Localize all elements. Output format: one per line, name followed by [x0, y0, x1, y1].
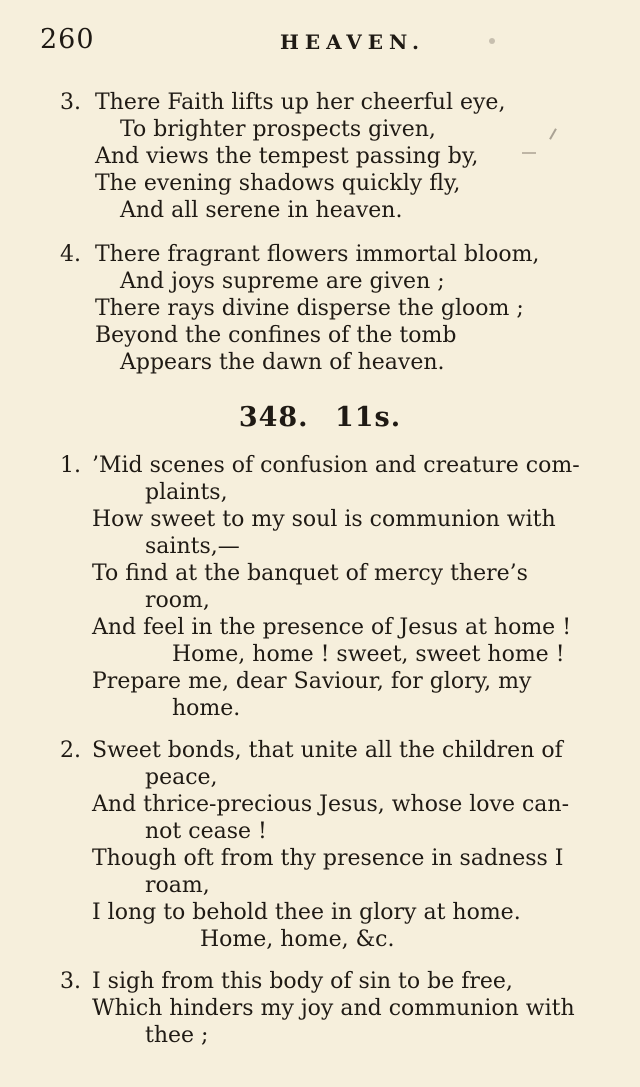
verse-line: thee ; — [145, 1023, 209, 1048]
hymn-meter: 11s. — [334, 402, 402, 433]
verse-line: Prepare me, dear Saviour, for glory, my — [92, 669, 532, 694]
verse-number: 1. — [60, 453, 81, 478]
chorus-line: Home, home, &c. — [200, 927, 395, 952]
ink-speck — [549, 128, 557, 139]
verse-line: Beyond the confines of the tomb — [95, 323, 457, 348]
verse-line: To find at the banquet of mercy there’s — [92, 561, 528, 586]
verse-line: And all serene in heaven. — [120, 198, 403, 223]
verse-line: not cease ! — [145, 819, 267, 844]
verse-line: Appears the dawn of heaven. — [120, 350, 445, 375]
verse-number: 3. — [60, 969, 81, 994]
verse-line: Though oft from thy presence in sadness I — [92, 846, 564, 871]
page-header — [40, 24, 600, 58]
verse-line: There rays divine disperse the gloom ; — [95, 296, 524, 321]
ink-speck — [489, 38, 495, 44]
verse-line: roam, — [145, 873, 210, 898]
ink-speck — [522, 152, 536, 154]
verse-line: There fragrant flowers immortal bloom, — [95, 242, 540, 267]
verse-line: home. — [172, 696, 241, 721]
verse-line: I long to behold thee in glory at home. — [92, 900, 521, 925]
verse-line: Which hinders my joy and communion with — [92, 996, 575, 1021]
verse-line: And joys supreme are given ; — [120, 269, 445, 294]
verse-line: There Faith lifts up her cheerful eye, — [95, 90, 506, 115]
hymn-heading — [0, 402, 640, 433]
verse-line: And thrice-precious Jesus, whose love can- — [92, 792, 570, 817]
verse-line: Sweet bonds, that unite all the children of — [92, 738, 563, 763]
verse-line: How sweet to my soul is communion with — [92, 507, 556, 532]
verse-line: To brighter prospects given, — [120, 117, 436, 142]
verse-line: ’Mid scenes of confusion and creature com- — [92, 453, 580, 478]
verse-number: 3. — [60, 90, 81, 115]
verse-number: 2. — [60, 738, 81, 763]
chorus-line: Home, home ! sweet, sweet home ! — [172, 642, 565, 667]
verse-line: And feel in the presence of Jesus at home ! — [92, 615, 572, 640]
verse-line: And views the tempest passing by, — [95, 144, 479, 169]
hymn-number: 348. — [238, 402, 309, 433]
verse-number: 4. — [60, 242, 81, 267]
verse-line: peace, — [145, 765, 218, 790]
verse-line: saints,— — [145, 534, 240, 559]
verse-line: plaints, — [145, 480, 228, 505]
running-title: HEAVEN. — [280, 30, 425, 54]
verse-line: room, — [145, 588, 210, 613]
page-number: 260 — [40, 24, 95, 55]
verse-line: The evening shadows quickly fly, — [95, 171, 461, 196]
verse-line: I sigh from this body of sin to be free, — [92, 969, 513, 994]
